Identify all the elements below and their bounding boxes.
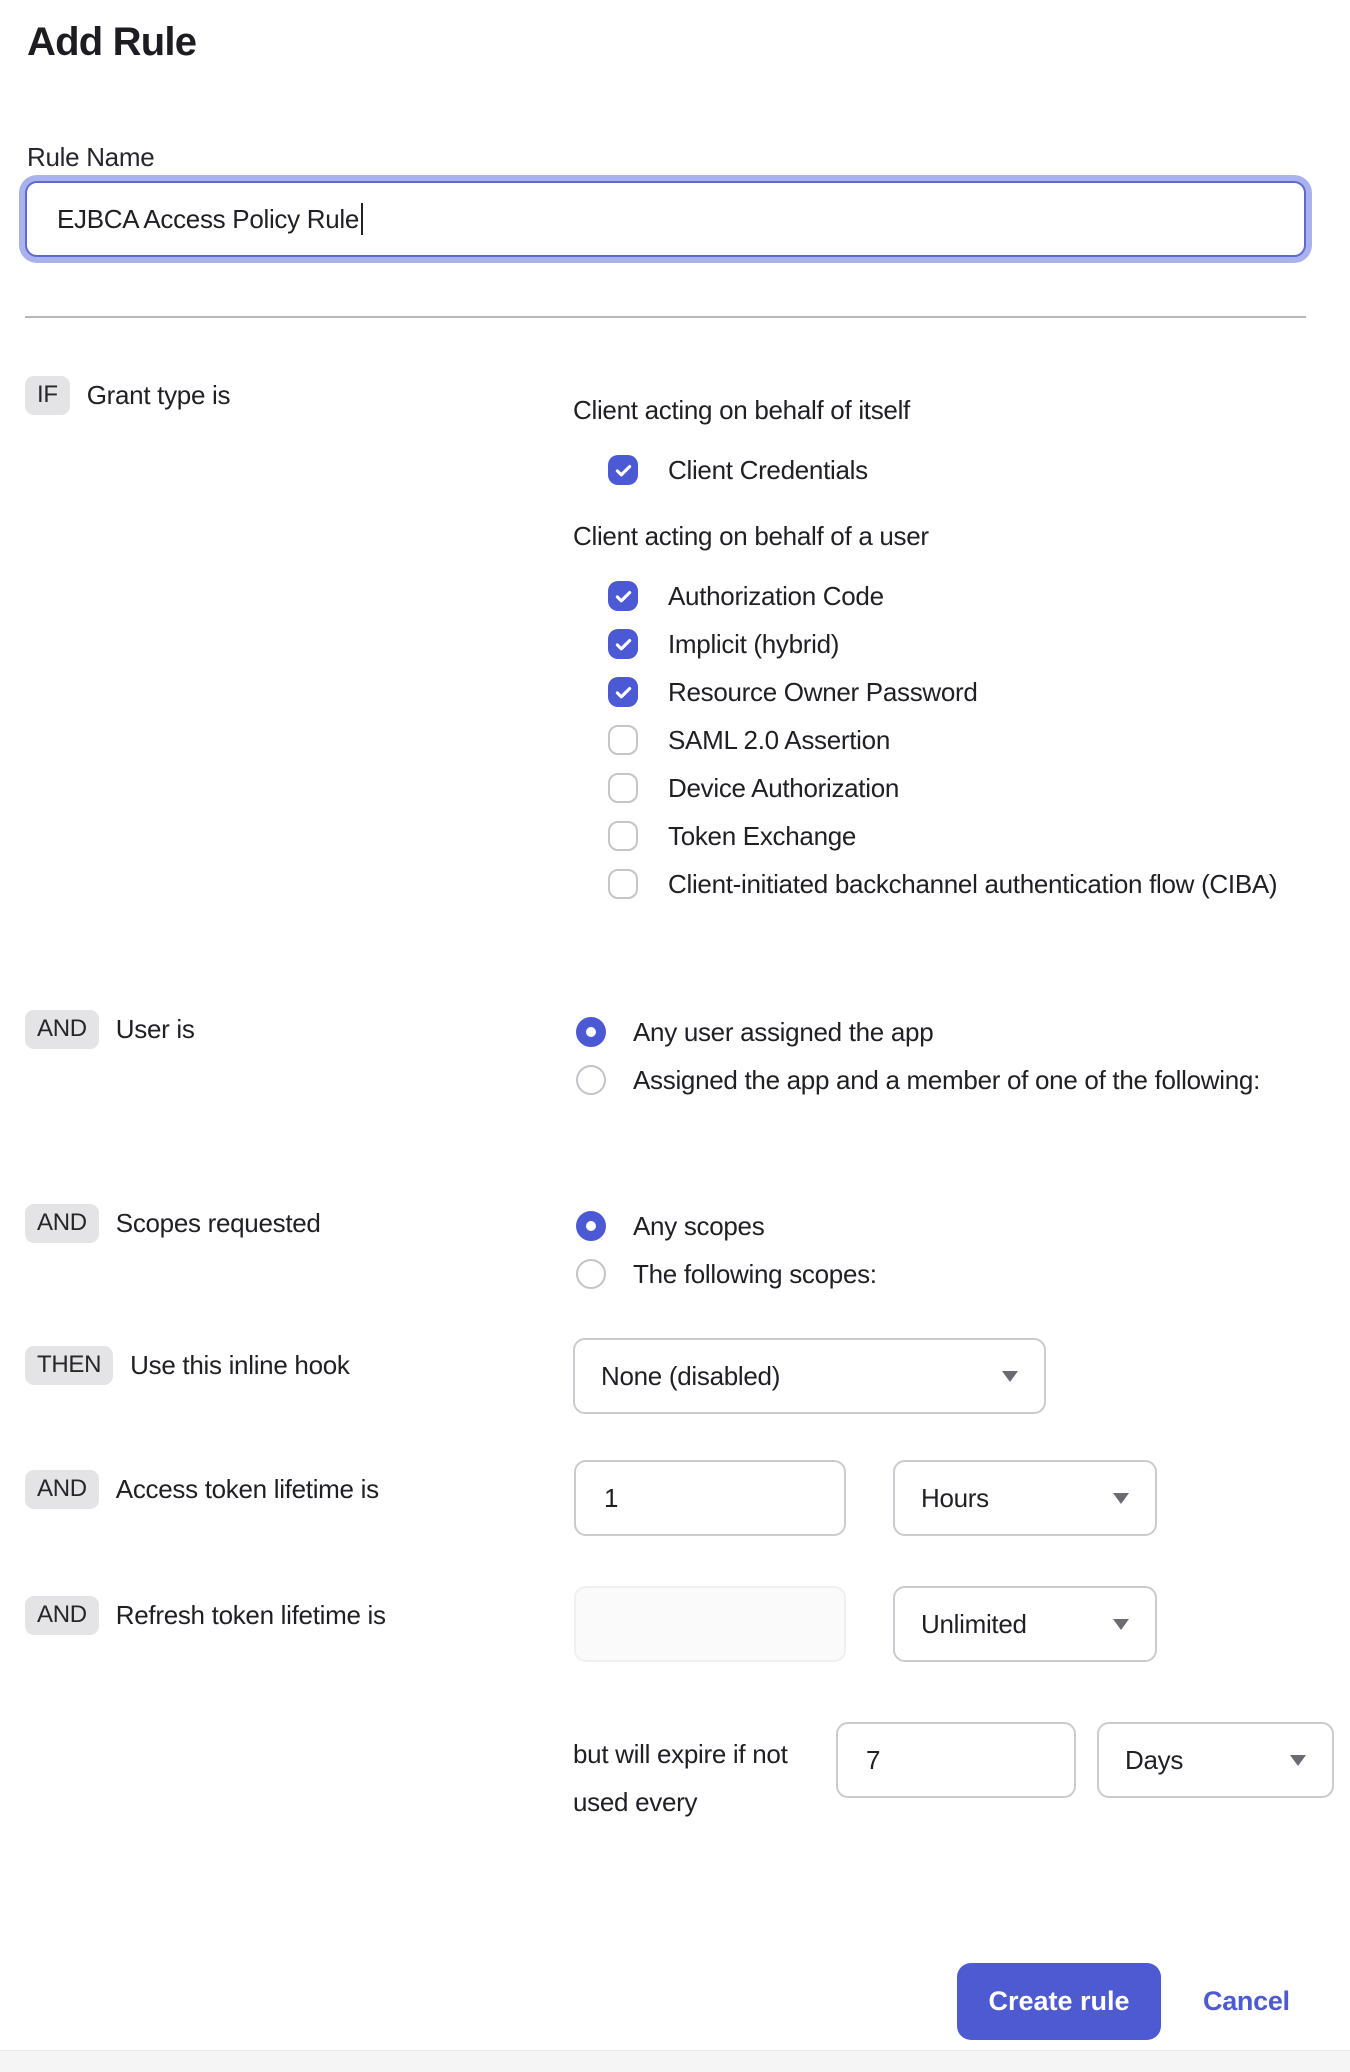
checkbox-device-authorization[interactable] — [608, 773, 638, 803]
checkbox-ciba[interactable] — [608, 869, 638, 899]
inline-hook-select[interactable] — [573, 1338, 1046, 1414]
chevron-down-icon — [1002, 1371, 1018, 1382]
refresh-token-value-input — [574, 1586, 846, 1662]
checkbox-label[interactable]: Token Exchange — [668, 821, 857, 851]
chevron-down-icon — [1290, 1755, 1306, 1766]
grant-user-heading: Client acting on behalf of a user — [573, 521, 929, 551]
cancel-button[interactable]: Cancel — [1203, 1986, 1290, 2016]
checkbox-row-ciba[interactable] — [608, 860, 1277, 908]
refresh-token-unit: Unlimited — [921, 1608, 1027, 1639]
checkbox-label[interactable]: SAML 2.0 Assertion — [668, 725, 890, 755]
condition-user-is — [25, 1010, 195, 1049]
check-icon — [613, 634, 634, 655]
refresh-token-label: Refresh token lifetime is — [115, 1600, 386, 1630]
condition-scopes — [25, 1204, 321, 1243]
grant-self-heading: Client acting on behalf of itself — [573, 395, 910, 425]
expiry-value-input[interactable] — [836, 1722, 1076, 1798]
user-is-label: User is — [115, 1014, 195, 1044]
radio-row-any-scopes[interactable] — [576, 1202, 764, 1250]
section-divider — [25, 316, 1306, 318]
radio-assigned-member[interactable] — [576, 1065, 606, 1095]
checkbox-row-saml-assertion[interactable] — [608, 716, 890, 764]
scopes-label: Scopes requested — [115, 1208, 321, 1238]
checkbox-label[interactable]: Resource Owner Password — [668, 677, 978, 707]
expiry-unit: Days — [1125, 1744, 1184, 1775]
checkbox-label[interactable]: Device Authorization — [668, 773, 900, 803]
checkbox-row-device-authorization[interactable] — [608, 764, 899, 812]
checkbox-row-client-credentials[interactable] — [608, 446, 868, 494]
refresh-token-unit-select[interactable] — [893, 1586, 1157, 1662]
chevron-down-icon — [1113, 1619, 1129, 1630]
checkbox-label[interactable]: Client Credentials — [668, 455, 868, 485]
checkbox-label[interactable]: Implicit (hybrid) — [668, 629, 840, 659]
rule-name-value: EJBCA Access Policy Rule — [57, 203, 360, 234]
checkbox-row-authorization-code[interactable] — [608, 572, 884, 620]
create-rule-button[interactable]: Create rule — [957, 1963, 1161, 2040]
access-token-unit: Hours — [921, 1482, 989, 1513]
rule-name-input[interactable] — [25, 181, 1306, 257]
and-badge: AND — [25, 1204, 99, 1243]
condition-inline-hook — [25, 1346, 350, 1385]
radio-row-any-user[interactable] — [576, 1008, 933, 1056]
footer-strip — [0, 2050, 1350, 2072]
checkbox-implicit-hybrid[interactable] — [608, 629, 638, 659]
radio-any-scopes[interactable] — [576, 1211, 606, 1241]
check-icon — [613, 460, 634, 481]
radio-label[interactable]: The following scopes: — [633, 1259, 877, 1289]
inline-hook-value: None (disabled) — [601, 1360, 781, 1391]
radio-any-user[interactable] — [576, 1017, 606, 1047]
checkbox-token-exchange[interactable] — [608, 821, 638, 851]
page-title: Add Rule — [27, 20, 197, 64]
checkbox-label[interactable]: Authorization Code — [668, 581, 884, 611]
check-icon — [613, 682, 634, 703]
and-badge: AND — [25, 1470, 99, 1509]
checkbox-row-resource-owner-password[interactable] — [608, 668, 978, 716]
condition-access-token — [25, 1470, 379, 1509]
checkbox-label[interactable]: Client-initiated backchannel authentication flow (CIBA) — [668, 869, 1278, 899]
access-token-value-input[interactable] — [574, 1460, 846, 1536]
access-token-unit-select[interactable] — [893, 1460, 1157, 1536]
if-badge: IF — [25, 376, 70, 415]
expiry-label: but will expire if not used every — [573, 1739, 788, 1817]
checkbox-row-token-exchange[interactable] — [608, 812, 856, 860]
condition-grant-type — [25, 376, 230, 415]
radio-row-following-scopes[interactable] — [576, 1250, 877, 1298]
radio-label[interactable]: Any scopes — [633, 1211, 765, 1241]
access-token-value: 1 — [604, 1482, 619, 1513]
checkbox-resource-owner-password[interactable] — [608, 677, 638, 707]
radio-label[interactable]: Any user assigned the app — [633, 1017, 934, 1047]
rule-name-label: Rule Name — [27, 142, 155, 172]
expiry-value: 7 — [866, 1744, 881, 1775]
checkbox-row-implicit-hybrid[interactable] — [608, 620, 839, 668]
inline-hook-label: Use this inline hook — [130, 1350, 350, 1380]
check-icon — [613, 586, 634, 607]
checkbox-authorization-code[interactable] — [608, 581, 638, 611]
radio-following-scopes[interactable] — [576, 1259, 606, 1289]
checkbox-client-credentials[interactable] — [608, 455, 638, 485]
grant-type-label: Grant type is — [86, 380, 231, 410]
condition-refresh-token — [25, 1596, 386, 1635]
expiry-unit-select[interactable] — [1097, 1722, 1334, 1798]
text-caret — [361, 203, 363, 235]
chevron-down-icon — [1113, 1493, 1129, 1504]
radio-row-assigned-member[interactable] — [576, 1056, 1260, 1104]
and-badge: AND — [25, 1010, 99, 1049]
then-badge: THEN — [25, 1346, 113, 1385]
access-token-label: Access token lifetime is — [115, 1474, 379, 1504]
checkbox-saml-assertion[interactable] — [608, 725, 638, 755]
radio-label[interactable]: Assigned the app and a member of one of the following: — [633, 1065, 1260, 1095]
and-badge: AND — [25, 1596, 99, 1635]
